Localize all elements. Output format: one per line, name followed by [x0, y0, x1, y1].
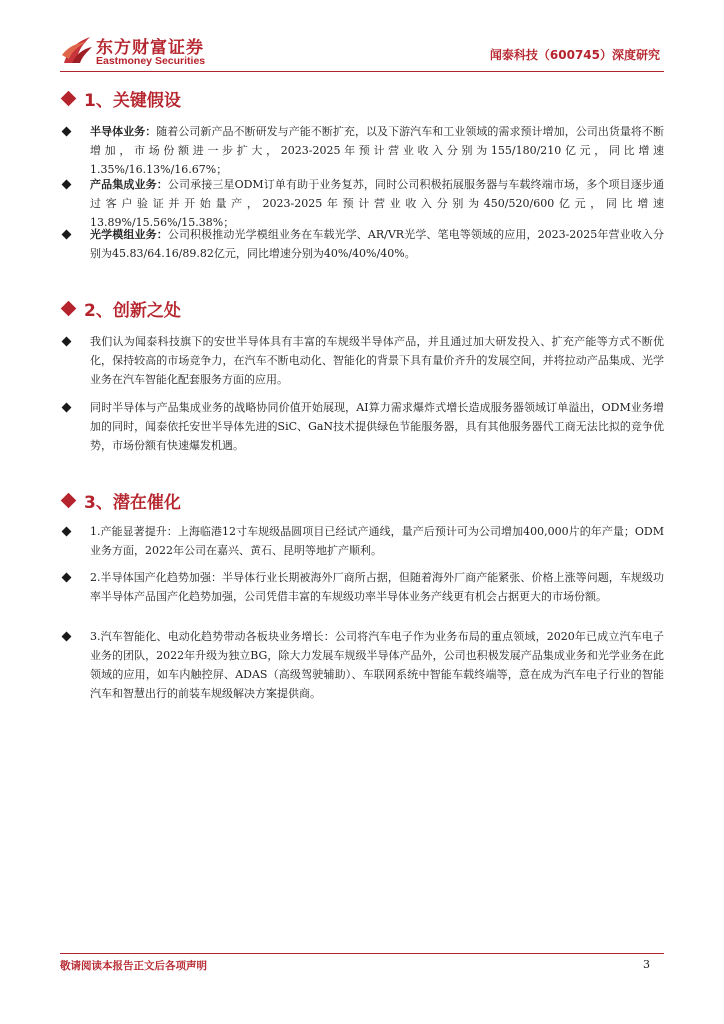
- brand-name-cn: 东方财富证券: [96, 38, 204, 58]
- list-item: [60, 627, 664, 703]
- diamond-bullet-icon: [61, 91, 77, 107]
- diamond-bullet-icon: [60, 225, 90, 263]
- list-item: [60, 122, 664, 179]
- item-label: 光学模组业务：: [90, 228, 168, 241]
- list-item: [60, 568, 664, 606]
- item-label: 产品集成业务：: [90, 178, 168, 191]
- item-text: 3.汽车智能化、电动化趋势带动各板块业务增长：公司将汽车电子作为业务布局的重点领域，2020年已成立汽车电子业务的团队，2022年升级为独立BG，除大力发展车规级半导体产品外，公司也积极发展产品集成业务和光学业务在此领域的应用，如车内触控屏、ADAS（高级驾驶辅助）、车联网系统中智能车载终端等，意在成为汽车电子行业的智能汽车和智慧出行的前装车规级解决方案提供商。: [90, 630, 664, 700]
- header-divider: [60, 71, 664, 72]
- diamond-bullet-icon: [60, 522, 90, 560]
- list-item: [60, 175, 664, 232]
- diamond-bullet-icon: [61, 301, 77, 317]
- brand-name-en: Eastmoney Securities: [96, 55, 206, 67]
- section-title: 3、潜在催化: [84, 493, 181, 513]
- diamond-bullet-icon: [60, 175, 90, 232]
- footer-divider: [60, 953, 664, 954]
- report-title: 闻泰科技（600745）深度研究: [489, 48, 660, 62]
- item-text: 2.半导体国产化趋势加强：半导体行业长期被海外厂商所占据，但随着海外厂商产能紧张、价格上涨等问题，车规级功率半导体产品国产化趋势加强，公司凭借丰富的车规级功率半导体业务产线更有机会占据更大的市场份额。: [90, 571, 664, 603]
- section-heading-key-assumptions: [60, 86, 181, 111]
- diamond-bullet-icon: [60, 332, 90, 389]
- diamond-bullet-icon: [60, 627, 90, 703]
- list-item: [60, 522, 664, 560]
- section-title: 1、关键假设: [84, 91, 181, 111]
- item-label: 半导体业务：: [90, 125, 157, 138]
- eastmoney-logo-icon: [60, 33, 94, 65]
- section-title: 2、创新之处: [84, 301, 181, 321]
- diamond-bullet-icon: [60, 122, 90, 179]
- list-item: [60, 225, 664, 263]
- diamond-bullet-icon: [61, 493, 77, 509]
- item-text: 同时半导体与产品集成业务的战略协同价值开始展现，AI算力需求爆炸式增长造成服务器领域订单溢出，ODM业务增加的同时，闻泰依托安世半导体先进的SiC、GaN技术提供绿色节能服务器，具有其他服务器代工商无法比拟的竞争优势，市场份额有快速爆发机遇。: [90, 401, 664, 452]
- diamond-bullet-icon: [60, 568, 90, 606]
- list-item: [60, 332, 664, 389]
- list-item: [60, 398, 664, 455]
- item-text: 1.产能显著提升：上海临港12寸车规级晶圆项目已经试产通线，量产后预计可为公司增加400,000片的年产量；ODM业务方面，2022年公司在嘉兴、黄石、昆明等地扩产顺利。: [90, 525, 664, 557]
- section-heading-innovation: [60, 296, 181, 321]
- section-heading-catalysts: [60, 488, 181, 513]
- item-text: 我们认为闻泰科技旗下的安世半导体具有丰富的车规级半导体产品，并且通过加大研发投入、扩充产能等方式不断优化，保持较高的市场竞争力，在汽车不断电动化、智能化的背景下具有量价齐升的发展空间，并将拉动产品集成、光学业务在汽车智能化配套服务方面的应用。: [90, 335, 664, 386]
- diamond-bullet-icon: [60, 398, 90, 455]
- item-text: 随着公司新产品不断研发与产能不断扩充，以及下游汽车和工业领域的需求预计增加，公司出货量将不断增加，市场份额进一步扩大，2023-2025年预计营业收入分别为155/180/210亿元，同比增速1.35%/16.13%/16.67%；: [90, 125, 665, 176]
- disclaimer-note: 敬请阅读本报告正文后各项声明: [60, 960, 207, 972]
- page-number: 3: [643, 958, 650, 971]
- item-text: 公司积极推动光学模组业务在车载光学、AR/VR光学、笔电等领域的应用，2023-2025年营业收入分别为45.83/64.16/89.82亿元，同比增速分别为40%/40%/40%。: [90, 228, 664, 260]
- item-text: 公司承接三星ODM订单有助于业务复苏，同时公司积极拓展服务器与车载终端市场，多个项目逐步通过客户验证并开始量产，2023-2025年预计营业收入分别为450/520/600亿元，同比增速13.89%/15.56%/15.38%；: [90, 178, 664, 229]
- page-header: [0, 0, 724, 76]
